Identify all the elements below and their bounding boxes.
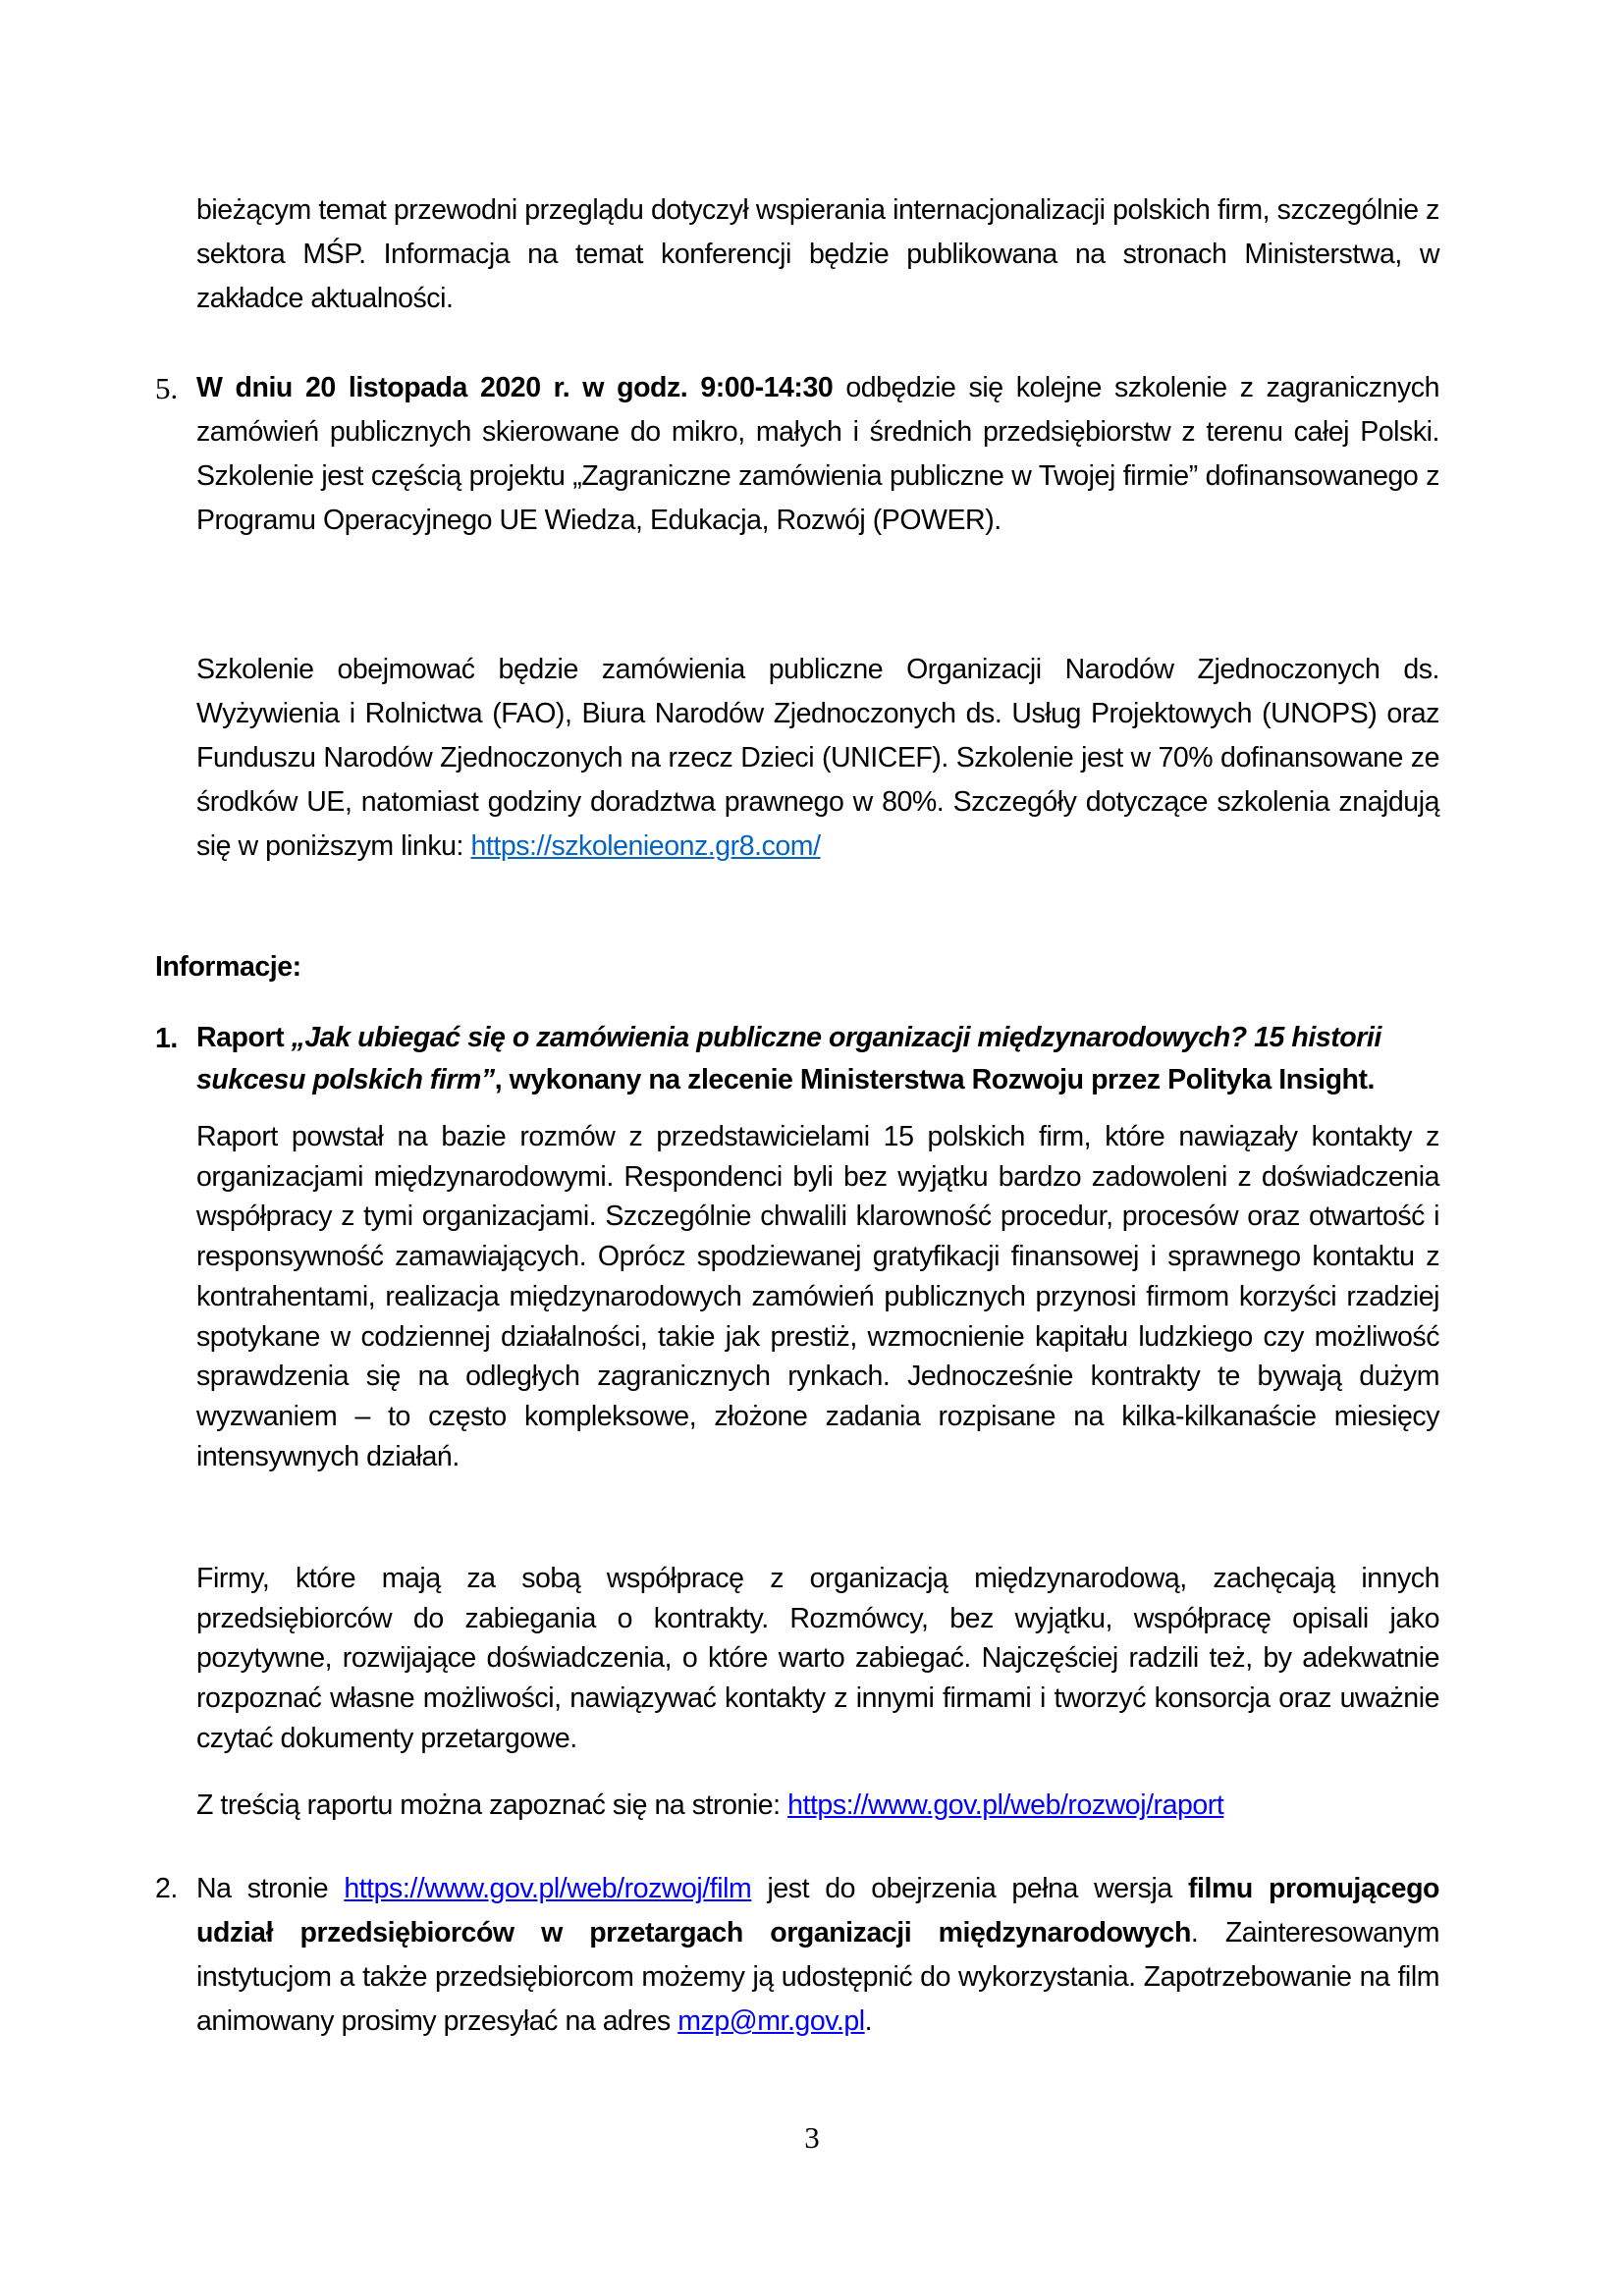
info-1-lead-rest: , wykonany na zlecenie Ministerstwa Rozwoju przez Polityka Insight.: [494, 1064, 1376, 1095]
item-5-date-time: W dniu 20 listopada 2020 r. w godz. 9:00-14:30: [196, 372, 834, 403]
info-2-end: .: [864, 2005, 873, 2037]
info-1-paragraph-2: Firmy, które mają za sobą współpracę z organizacją międzynarodową, zachęcają innych przedsiębiorców do zabiegania o kontrakty. Rozmówcy, bez wyjątku, współpracę opisali jako pozytywne, rozwijające doświadczenia, o które warto zabiegać. Najczęściej radzili też, by adekwatnie rozpoznać własne możliwości, nawiązywać kontakty z innymi firmami i tworzyć konsorcja oraz uważnie czytać dokumenty przetargowe.: [196, 1563, 1439, 1754]
info-1-link-prefix: Z treścią raportu można zapoznać się na stronie:: [196, 1789, 788, 1821]
report-link[interactable]: https://www.gov.pl/web/rozwoj/raport: [787, 1789, 1224, 1821]
film-link[interactable]: https://www.gov.pl/web/rozwoj/film: [344, 1873, 752, 1904]
intro-continuation-paragraph: bieżącym temat przewodni przeglądu dotyczył wspierania internacjonalizacji polskich firm, szczególnie z sektora MŚP. Informacja na temat konferencji będzie publikowana na stronach Ministerstwa, w zakładce aktualności.: [196, 194, 1439, 314]
list-marker-1: 1.: [155, 1023, 178, 1054]
training-link[interactable]: https://szkolenieonz.gr8.com/: [470, 830, 821, 862]
item-5-details-text: Szkolenie obejmować będzie zamówienia publiczne Organizacji Narodów Zjednoczonych ds. Wyżywienia i Rolnictwa (FAO), Biura Narodów Zjednoczonych ds. Usług Projektowych (UNOPS) oraz Funduszu Narodów Zjednoczonych na rzecz Dzieci (UNICEF). Szkolenie jest w 70% dofinansowane ze środków UE, natomiast godziny doradztwa prawnego w 80%. Szczegóły dotyczące szkolenia znajdują się w poniższym linku:: [196, 654, 1439, 862]
list-marker-2: 2.: [155, 1873, 178, 1904]
page-number: 3: [804, 2120, 820, 2155]
info-1-link-line: [196, 1784, 1439, 1828]
email-link[interactable]: mzp@mr.gov.pl: [677, 2005, 865, 2037]
list-marker-5: 5.: [155, 371, 179, 405]
item-5-paragraph: [196, 366, 1439, 543]
info-2-middle: jest do obejrzenia pełna wersja: [751, 1873, 1188, 1904]
film-description: filmu promującego udział przedsiębiorców w przetargach organizacji międzynarodowych: [196, 1873, 1439, 1949]
info-1-title: [196, 1017, 1439, 1101]
item-5-text: odbędzie się kolejne szkolenie z zagranicznych zamówień publicznych skierowane do mikro, małych i średnich przedsiębiorstw z terenu całej Polski. Szkolenie jest częścią projektu „Zagraniczne zamówienia publiczne w Twojej firmie” dofinansowanego z Programu Operacyjnego UE Wiedza, Edukacja, Rozwój (POWER).: [196, 372, 1439, 536]
info-1-paragraph-1: Raport powstał na bazie rozmów z przedstawicielami 15 polskich firm, które nawiązały kontakty z organizacjami międzynarodowymi. Respondenci byli bez wyjątku bardzo zadowoleni z doświadczenia współpracy z tymi organizacjami. Szczególnie chwalili klarowność procedur, procesów oraz otwartość i responsywność zamawiających. Oprócz spodziewanej gratyfikacji finansowej i sprawnego kontaktu z kontrahentami, realizacja międzynarodowych zamówień publicznych przynosi firmom korzyści rzadziej spotykane w codziennej działalności, takie jak prestiż, wzmocnienie kapitału ludzkiego czy możliwość sprawdzenia się na odległych zagranicznych rynkach. Jednocześnie kontrakty te bywają dużym wyzwaniem – to często kompleksowe, złożone zadania rozpisane na kilka-kilkanaście miesięcy intensywnych działań.: [196, 1121, 1439, 1472]
info-2-paragraph: [196, 1867, 1439, 2044]
info-1-lead: Raport: [196, 1022, 292, 1053]
info-2-rest: . Zainteresowanym instytucjom a także przedsiębiorcom możemy ją udostępnić do wykorzystania. Zapotrzebowanie na film animowany prosimy przesyłać na adres: [196, 1917, 1439, 2037]
report-title: „Jak ubiegać się o zamówienia publiczne organizacji międzynarodowych? 15 historii sukcesu polskich firm”: [196, 1022, 1381, 1095]
item-5-details-paragraph: [196, 648, 1439, 869]
info-2-prefix: Na stronie: [196, 1873, 345, 1904]
section-heading-informacje: Informacje:: [155, 951, 301, 983]
